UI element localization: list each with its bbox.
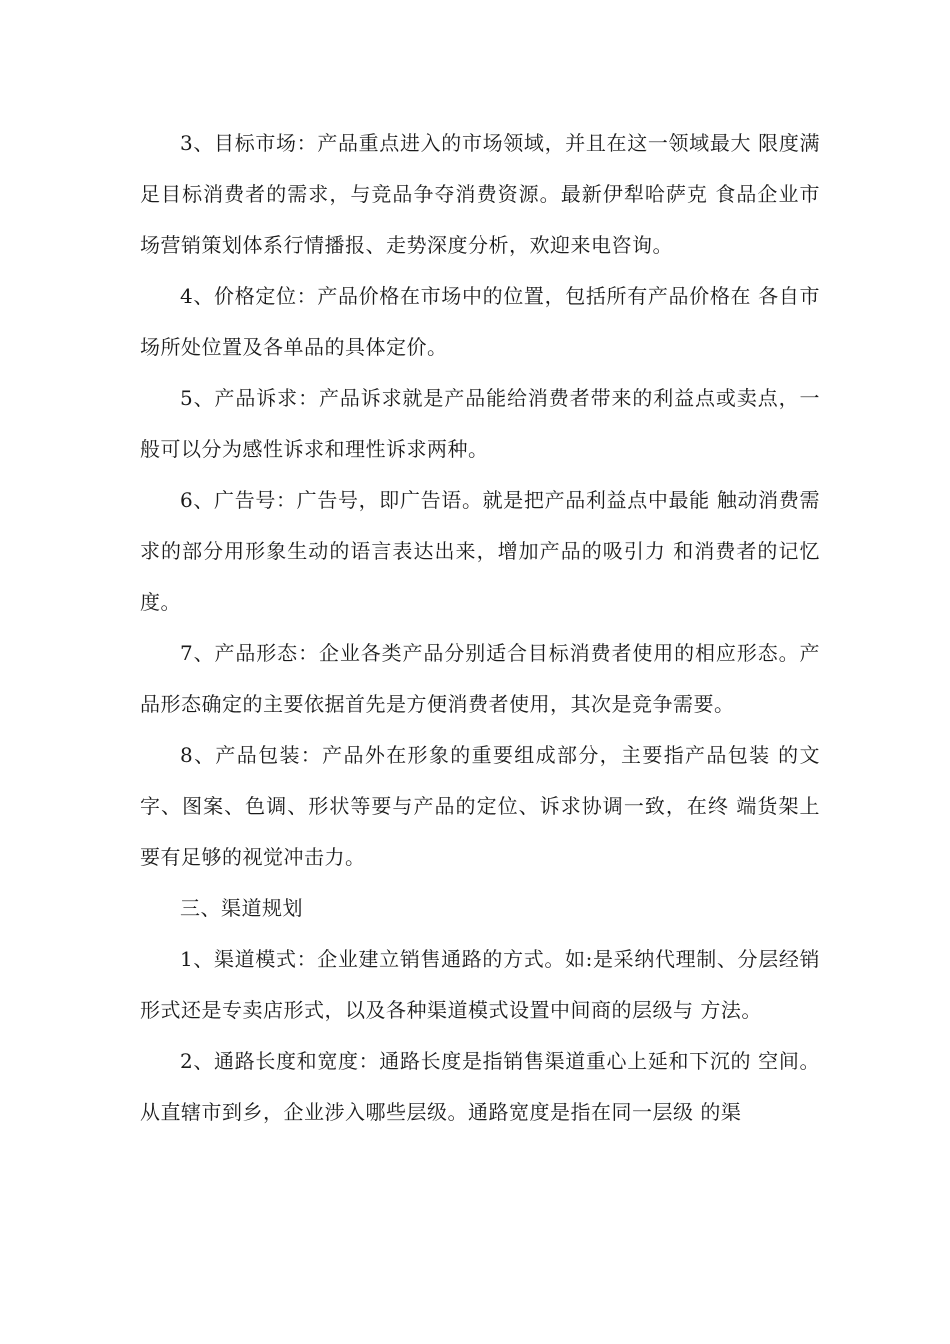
- paragraph-slogan: 6、广告号：广告号，即广告语。就是把产品利益点中最能 触动消费需求的部分用形象生动的语言表达出来，增加产品的吸引力 和消费者的记忆度。: [140, 488, 820, 614]
- paragraph-product-packaging: 8、产品包装：产品外在形象的重要组成部分，主要指产品包装 的文字、图案、色调、形状等要与产品的定位、诉求协调一致，在终 端货架上要有足够的视觉冲击力。: [140, 743, 820, 869]
- paragraph-price-positioning: 4、价格定位：产品价格在市场中的位置，包括所有产品价格在 各自市场所处位置及各单品的具体定价。: [140, 284, 820, 359]
- paragraph-channel-length-width: 2、通路长度和宽度：通路长度是指销售渠道重心上延和下沉的 空间。从直辖市到乡，企业涉入哪些层级。通路宽度是指在同一层级 的渠: [140, 1049, 820, 1124]
- document-body: [140, 118, 820, 1138]
- paragraph-product-form: 7、产品形态：企业各类产品分别适合目标消费者使用的相应形态。产品形态确定的主要依据首先是方便消费者使用，其次是竞争需要。: [140, 641, 820, 716]
- paragraph-channel-mode: 1、渠道模式：企业建立销售通路的方式。如:是采纳代理制、分层经销形式还是专卖店形式，以及各种渠道模式设置中间商的层级与 方法。: [140, 947, 820, 1022]
- paragraph-target-market: 3、目标市场：产品重点进入的市场领域，并且在这一领域最大 限度满足目标消费者的需求，与竞品争夺消费资源。最新伊犁哈萨克 食品企业市场营销策划体系行情播报、走势深度分析，欢迎来电咨询。: [140, 131, 820, 257]
- paragraph-product-appeal: 5、产品诉求：产品诉求就是产品能给消费者带来的利益点或卖点，一般可以分为感性诉求和理性诉求两种。: [140, 386, 820, 461]
- section-heading-channel-planning: 三、渠道规划: [180, 896, 303, 920]
